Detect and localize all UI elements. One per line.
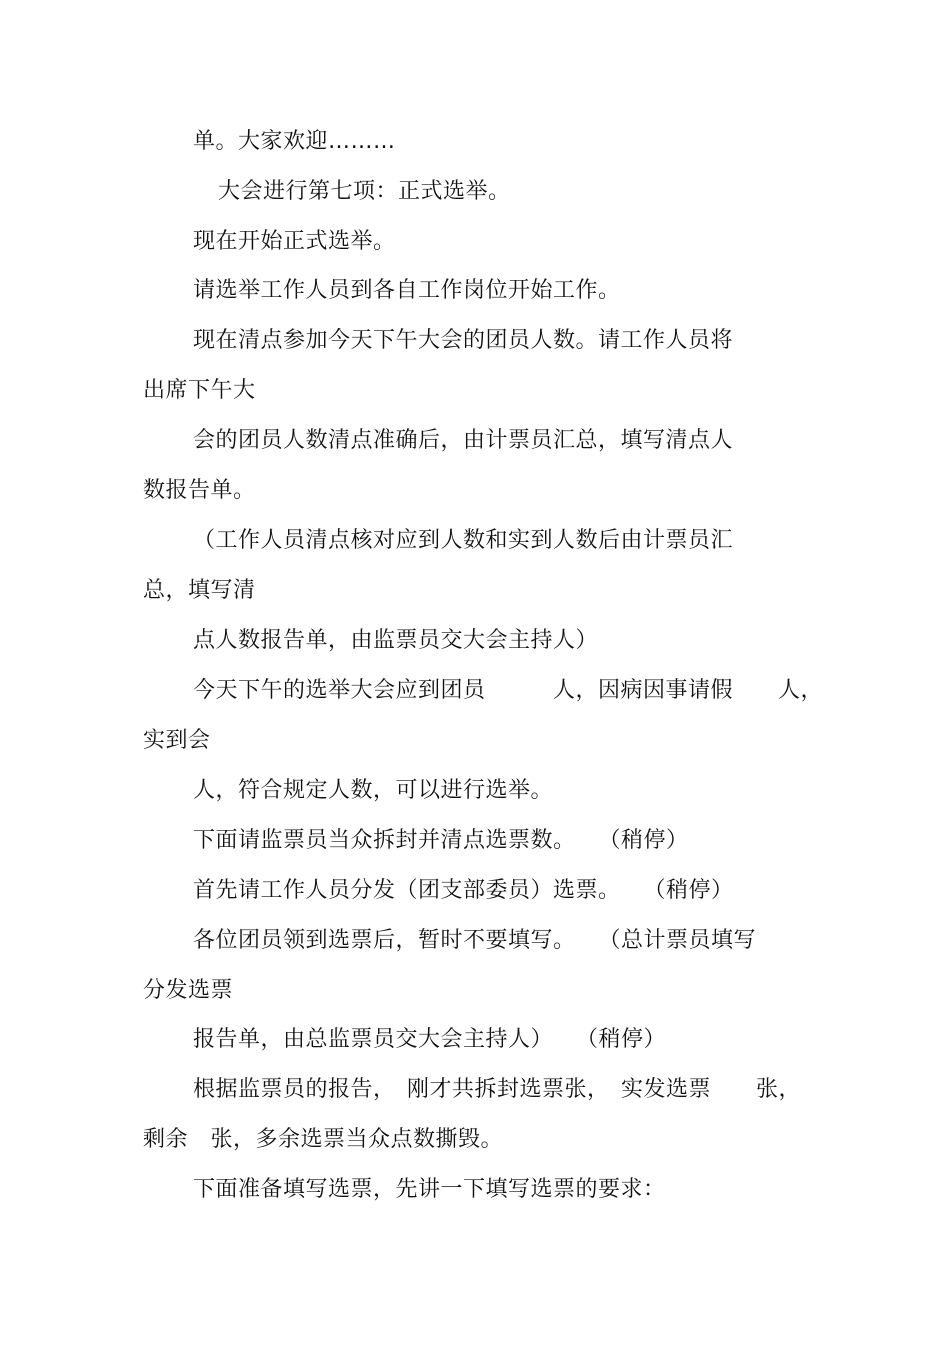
text-line: 今天下午的选举大会应到团员 人，因病因事请假 人， <box>193 678 824 703</box>
text-line: （工作人员清点核对应到人数和实到人数后由计票员汇 <box>193 528 734 553</box>
text-line: 分发选票 <box>143 978 234 1003</box>
text-line: 下面请监票员当众拆封并清点选票数。 （稍停） <box>193 828 689 853</box>
text-line: 数报告单。 <box>143 478 256 503</box>
text-line: 总，填写清 <box>143 578 256 603</box>
text-line: 现在开始正式选举。 <box>193 229 396 254</box>
text-line: 根据监票员的报告， 刚才共拆封选票张， 实发选票 张， <box>193 1077 802 1102</box>
text-line: 下面准备填写选票，先讲一下填写选票的要求： <box>193 1177 666 1202</box>
text-line: 出席下午大 <box>143 378 256 403</box>
text-line: 现在清点参加今天下午大会的团员人数。请工作人员将 <box>193 328 734 353</box>
text-line: 请选举工作人员到各自工作岗位开始工作。 <box>193 278 621 303</box>
text-line: 实到会 <box>143 728 211 753</box>
text-line: 各位团员领到选票后，暂时不要填写。 （总计票员填写 <box>193 928 757 953</box>
text-line: 报告单，由总监票员交大会主持人） （稍停） <box>193 1027 667 1052</box>
text-line: 首先请工作人员分发（团支部委员）选票。 （稍停） <box>193 878 734 903</box>
text-line: 单。大家欢迎……… <box>193 129 396 154</box>
text-line: 人，符合规定人数，可以进行选举。 <box>193 778 554 803</box>
text-line: 大会进行第七项：正式选举。 <box>218 179 511 204</box>
text-line: 点人数报告单，由监票员交大会主持人） <box>193 628 599 653</box>
text-line: 剩余 张，多余选票当众点数撕毁。 <box>143 1127 504 1152</box>
text-line: 会的团员人数清点准确后，由计票员汇总，填写清点人 <box>193 428 734 453</box>
